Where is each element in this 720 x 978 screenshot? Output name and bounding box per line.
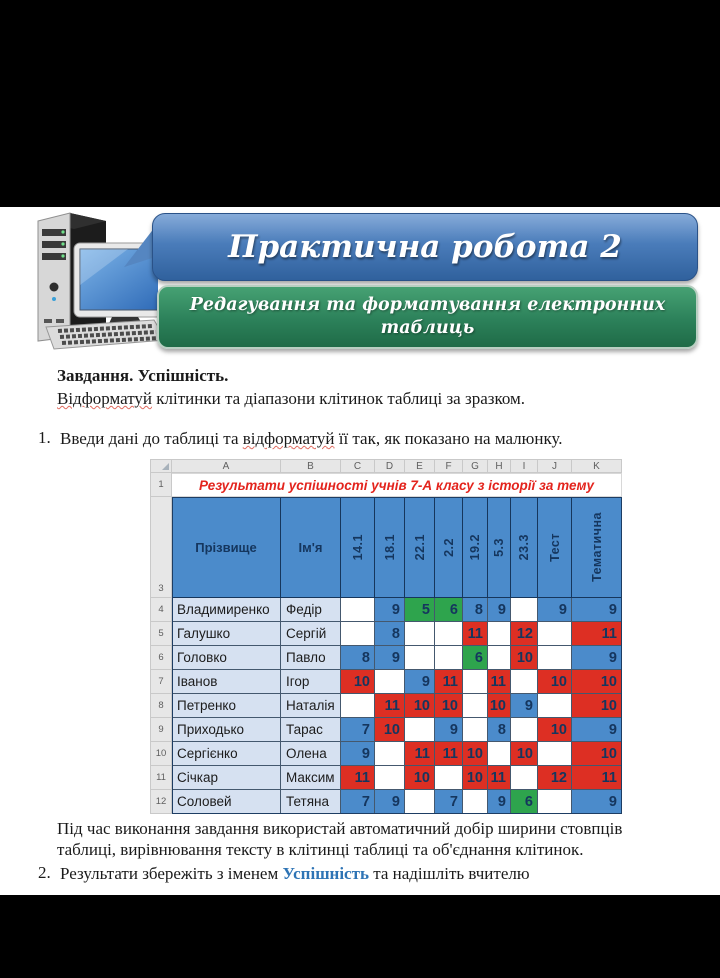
firstname-cell: Тетяна	[281, 790, 341, 814]
surname-cell: Січкар	[172, 766, 281, 790]
column-letter-H: H	[488, 459, 511, 473]
score-cell	[375, 742, 405, 766]
score-cell: 7	[435, 790, 463, 814]
usb-port	[56, 319, 64, 323]
score-cell: 9	[488, 598, 511, 622]
header-name: Ім'я	[281, 497, 341, 598]
misspelled-word: Відформатуй	[57, 389, 153, 408]
rotated-label: 23.3	[517, 533, 531, 561]
header-col-22.1	[405, 497, 435, 598]
header-col-5.3	[488, 497, 511, 598]
row-number-1: 1	[150, 473, 172, 497]
column-letter-C: C	[341, 459, 375, 473]
task-intro	[57, 388, 525, 409]
score-cell: 8	[375, 622, 405, 646]
score-cell: 10	[572, 670, 622, 694]
score-cell: 10	[572, 694, 622, 718]
score-cell: 12	[511, 622, 538, 646]
score-cell: 10	[375, 718, 405, 742]
score-cell: 9	[511, 694, 538, 718]
score-cell	[511, 670, 538, 694]
spreadsheet	[150, 459, 622, 814]
score-cell	[538, 694, 572, 718]
firstname-cell: Павло	[281, 646, 341, 670]
score-cell: 10	[488, 694, 511, 718]
score-cell	[511, 718, 538, 742]
score-cell	[488, 622, 511, 646]
header-col-18.1	[375, 497, 405, 598]
row-number-9: 9	[150, 718, 172, 742]
score-cell	[463, 694, 488, 718]
task-intro-rest: клітинки та діапазони клітинок таблиці за зразком.	[152, 389, 526, 408]
header-col-2.2	[435, 497, 463, 598]
score-cell	[405, 646, 435, 670]
column-letter-B: B	[281, 459, 341, 473]
score-cell: 7	[341, 718, 375, 742]
step-1-before: Введи дані до таблиці та	[60, 429, 243, 448]
row-number-8: 8	[150, 694, 172, 718]
score-cell	[463, 790, 488, 814]
file-name: Успішність	[282, 864, 369, 883]
surname-cell: Іванов	[172, 670, 281, 694]
score-cell: 11	[463, 622, 488, 646]
score-cell: 10	[341, 670, 375, 694]
note-line-1: Під час виконання завдання використай автоматичний добір ширини стовпців	[57, 819, 623, 838]
header-col-23.3	[511, 497, 538, 598]
score-cell	[538, 646, 572, 670]
rotated-label: Тест	[547, 532, 562, 562]
score-cell: 10	[435, 694, 463, 718]
step-2-before: Результати збережіть з іменем	[60, 864, 283, 883]
score-cell: 9	[375, 598, 405, 622]
score-cell: 10	[538, 670, 572, 694]
score-cell: 8	[488, 718, 511, 742]
score-cell: 8	[463, 598, 488, 622]
column-letter-K: K	[572, 459, 622, 473]
rotated-label: 19.2	[468, 533, 482, 561]
score-cell: 9	[572, 790, 622, 814]
score-cell	[435, 622, 463, 646]
score-cell: 10	[538, 718, 572, 742]
score-cell: 9	[572, 598, 622, 622]
row-number-7: 7	[150, 670, 172, 694]
score-cell	[405, 622, 435, 646]
rotated-label: Тематична	[589, 512, 604, 582]
score-cell: 5	[405, 598, 435, 622]
score-cell: 11	[341, 766, 375, 790]
header-col-14.1	[341, 497, 375, 598]
surname-cell: Сергієнко	[172, 742, 281, 766]
score-cell	[375, 670, 405, 694]
note-line-2: таблиці, вирівнювання тексту в клітинці таблиці та об'єднання клітинок.	[57, 840, 584, 859]
column-letter-D: D	[375, 459, 405, 473]
score-cell: 11	[405, 742, 435, 766]
score-cell: 11	[435, 670, 463, 694]
firstname-cell: Олена	[281, 742, 341, 766]
score-cell: 10	[463, 742, 488, 766]
score-cell	[463, 718, 488, 742]
step-2-text	[60, 863, 700, 885]
firstname-cell: Тарас	[281, 718, 341, 742]
score-cell	[435, 766, 463, 790]
header-col-Тест	[538, 497, 572, 598]
column-letter-E: E	[405, 459, 435, 473]
practice-title: Практична робота 2	[228, 229, 622, 265]
score-cell: 11	[435, 742, 463, 766]
score-cell	[435, 646, 463, 670]
sheet-title-cell: Результати успішності учнів 7-А класу з історії за тему	[172, 473, 622, 497]
score-cell: 10	[405, 766, 435, 790]
practice-subtitle: Редагування та форматування електронних таблиць	[189, 295, 666, 338]
rotated-label: 14.1	[350, 533, 365, 561]
subtitle-banner	[157, 285, 698, 349]
step-1-number: 1.	[38, 428, 51, 447]
header-col-19.2	[463, 497, 488, 598]
score-cell: 10	[572, 742, 622, 766]
column-letter-I: I	[511, 459, 538, 473]
score-cell	[511, 598, 538, 622]
row-number-12: 12	[150, 790, 172, 814]
firstname-cell: Ігор	[281, 670, 341, 694]
score-cell	[375, 766, 405, 790]
score-cell: 11	[572, 766, 622, 790]
score-cell: 11	[572, 622, 622, 646]
row-number-6: 6	[150, 646, 172, 670]
score-cell: 10	[463, 766, 488, 790]
score-cell: 7	[341, 790, 375, 814]
drive-bays	[42, 229, 66, 260]
rotated-label: 18.1	[382, 533, 397, 561]
score-cell	[538, 790, 572, 814]
score-cell	[511, 766, 538, 790]
score-cell: 12	[538, 766, 572, 790]
power-led	[52, 297, 56, 301]
score-cell: 9	[488, 790, 511, 814]
firstname-cell: Сергій	[281, 622, 341, 646]
surname-cell: Владимиренко	[172, 598, 281, 622]
row-number-4: 4	[150, 598, 172, 622]
score-cell	[463, 670, 488, 694]
surname-cell: Головко	[172, 646, 281, 670]
score-cell: 9	[572, 646, 622, 670]
note-paragraph	[57, 818, 705, 860]
score-cell	[341, 622, 375, 646]
surname-cell: Галушко	[172, 622, 281, 646]
score-cell	[538, 742, 572, 766]
score-cell: 6	[463, 646, 488, 670]
worksheet-page	[0, 207, 720, 895]
select-all-corner	[150, 459, 172, 473]
computer-icon	[8, 207, 158, 353]
score-cell	[488, 742, 511, 766]
task-heading: Завдання. Успішність.	[57, 366, 229, 385]
surname-cell: Соловей	[172, 790, 281, 814]
title-banner	[152, 213, 698, 281]
row-number-5: 5	[150, 622, 172, 646]
power-button	[50, 283, 59, 292]
score-cell: 9	[375, 790, 405, 814]
row-number-10: 10	[150, 742, 172, 766]
score-cell: 9	[341, 742, 375, 766]
misspelled-word: відформатуй	[242, 429, 335, 448]
rotated-label: 2.2	[441, 537, 456, 557]
score-cell: 10	[405, 694, 435, 718]
score-cell: 6	[511, 790, 538, 814]
step-1-after: її так, як показано на малюнку.	[334, 429, 563, 448]
score-cell: 10	[511, 742, 538, 766]
row-number-3: 3	[150, 497, 172, 598]
score-cell: 11	[488, 766, 511, 790]
surname-cell: Приходько	[172, 718, 281, 742]
score-cell: 9	[435, 718, 463, 742]
firstname-cell: Федір	[281, 598, 341, 622]
surname-cell: Петренко	[172, 694, 281, 718]
score-cell	[405, 790, 435, 814]
step-1-text	[60, 428, 700, 450]
score-cell	[341, 694, 375, 718]
score-cell: 9	[375, 646, 405, 670]
score-cell: 10	[511, 646, 538, 670]
step-2-number: 2.	[38, 863, 51, 882]
score-cell: 6	[435, 598, 463, 622]
firstname-cell: Максим	[281, 766, 341, 790]
score-cell: 9	[405, 670, 435, 694]
score-cell: 9	[572, 718, 622, 742]
score-cell: 11	[375, 694, 405, 718]
firstname-cell: Наталія	[281, 694, 341, 718]
score-cell	[538, 622, 572, 646]
step-2-after: та надішліть вчителю	[368, 864, 530, 883]
rotated-label: 5.3	[492, 537, 506, 557]
column-letter-G: G	[463, 459, 488, 473]
column-letter-F: F	[435, 459, 463, 473]
score-cell	[341, 598, 375, 622]
column-letter-A: A	[172, 459, 281, 473]
score-cell: 9	[538, 598, 572, 622]
score-cell: 8	[341, 646, 375, 670]
score-cell	[405, 718, 435, 742]
score-cell	[488, 646, 511, 670]
usb-port	[44, 319, 52, 323]
rotated-label: 22.1	[412, 533, 427, 561]
column-letter-J: J	[538, 459, 572, 473]
score-cell: 11	[488, 670, 511, 694]
header-col-Тематична	[572, 497, 622, 598]
header-surname: Прізвище	[172, 497, 281, 598]
row-number-11: 11	[150, 766, 172, 790]
